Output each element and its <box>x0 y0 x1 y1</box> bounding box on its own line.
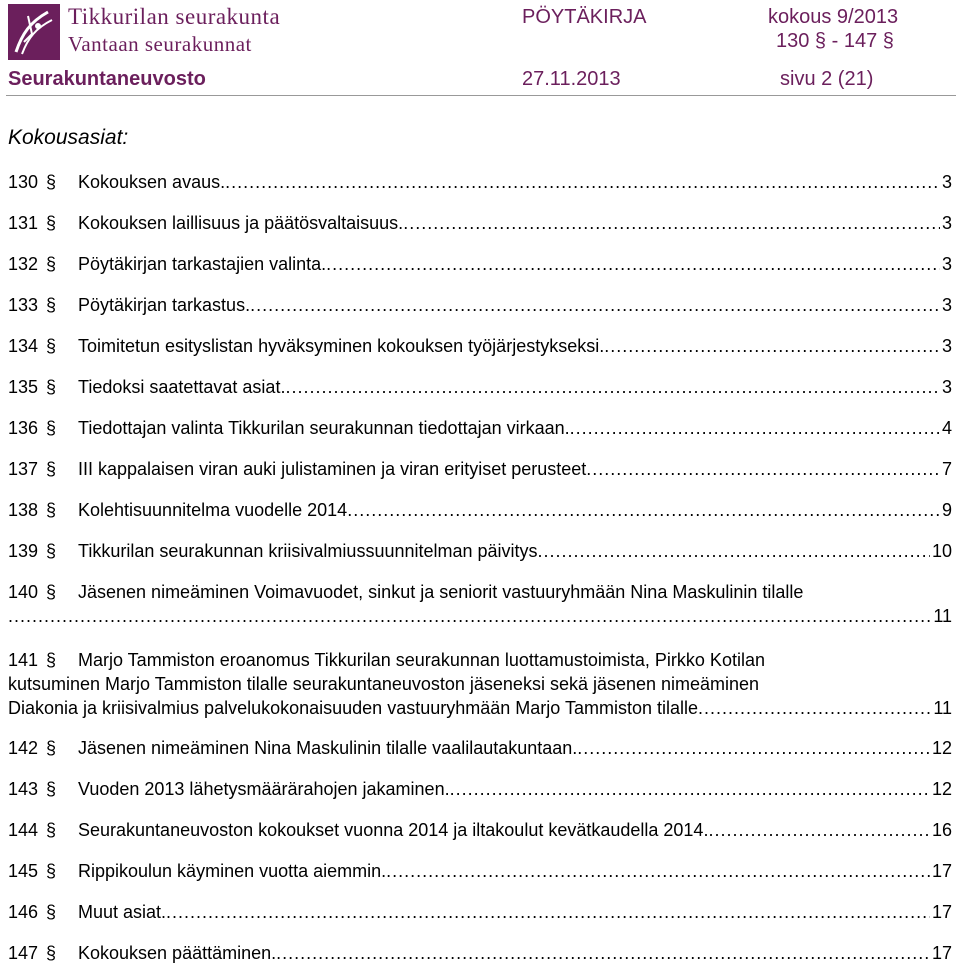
toc-number: 145 <box>8 861 39 881</box>
dot-leader <box>347 498 940 522</box>
dot-leader <box>326 252 940 276</box>
toc-title: Tikkurilan seurakunnan kriisivalmiussuunnitelman päivitys <box>78 541 538 561</box>
section-title: Kokousasiat: <box>8 126 129 149</box>
toc-number: 133 <box>8 295 39 315</box>
section-symbol: § <box>46 861 57 881</box>
section-symbol: § <box>46 459 57 479</box>
toc-entry[interactable] <box>8 416 952 440</box>
toc-title: Tiedoksi saatettavat asiat. <box>78 377 286 397</box>
section-symbol: § <box>46 943 57 963</box>
dot-leader <box>586 457 940 481</box>
toc-title: Kokouksen laillisuus ja päätösvaltaisuus. <box>78 213 404 233</box>
toc-entry[interactable] <box>8 457 952 481</box>
section-symbol: § <box>46 418 57 438</box>
toc-entry[interactable] <box>8 580 952 628</box>
toc-number: 130 <box>8 172 39 192</box>
toc-page-number: 4 <box>941 418 952 438</box>
toc-entry[interactable] <box>8 170 952 194</box>
toc-number: 134 <box>8 336 39 356</box>
toc-title: Jäsenen nimeäminen Voimavuodet, sinkut ja seniorit vastuuryhmään Nina Maskulinin tilalle <box>78 582 804 602</box>
toc-entry[interactable] <box>8 648 952 720</box>
toc-title: Kolehtisuunnitelma vuodelle 2014 <box>78 500 348 520</box>
church-logo-icon <box>8 4 60 60</box>
toc-entry[interactable] <box>8 818 952 842</box>
page-number: sivu 2 (21) <box>780 68 874 90</box>
section-symbol: § <box>46 500 57 520</box>
dot-leader <box>386 859 930 883</box>
toc-entry[interactable] <box>8 900 952 924</box>
toc-title: Toimitetun esityslistan hyväksyminen kokouksen työjärjestykseksi. <box>78 336 605 356</box>
toc-title: III kappalaisen viran auki julistaminen ja viran erityiset perusteet <box>78 459 587 479</box>
dot-leader <box>577 736 930 760</box>
toc-page-number: 12 <box>931 738 952 758</box>
toc-entry[interactable] <box>8 252 952 276</box>
toc-entry[interactable] <box>8 777 952 801</box>
toc-title: Muut asiat. <box>78 902 167 922</box>
toc-page-number: 7 <box>941 459 952 479</box>
section-range: 130 § - 147 § <box>776 30 894 52</box>
toc-number: 138 <box>8 500 39 520</box>
toc-number: 140 <box>8 582 39 602</box>
toc-entry[interactable] <box>8 736 952 760</box>
toc-number: 141 <box>8 650 39 670</box>
toc-entry[interactable] <box>8 334 952 358</box>
toc-number: 143 <box>8 779 39 799</box>
toc-page-number: 3 <box>941 336 952 356</box>
toc-page-number: 3 <box>941 377 952 397</box>
toc-number: 135 <box>8 377 39 397</box>
organization-name-line1: Tikkurilan seurakunta <box>68 4 281 29</box>
dot-leader <box>250 293 940 317</box>
section-symbol: § <box>46 254 57 274</box>
toc-entry[interactable] <box>8 539 952 563</box>
toc-page-number: 11 <box>933 606 952 626</box>
dot-leader <box>570 416 940 440</box>
toc-title: Jäsenen nimeäminen Nina Maskulinin tilalle vaalilautakuntaan. <box>78 738 578 758</box>
toc-number: 132 <box>8 254 39 274</box>
toc-entry[interactable] <box>8 498 952 522</box>
dot-leader <box>450 777 930 801</box>
toc-title-continuation: kutsuminen Marjo Tammiston tilalle seurakuntaneuvoston jäseneksi sekä jäsenen nimeäminen <box>8 674 760 694</box>
toc-title: Kokouksen avaus. <box>78 172 226 192</box>
toc-title: Pöytäkirjan tarkastus. <box>78 295 251 315</box>
dot-leader <box>8 604 931 628</box>
dot-leader <box>285 375 940 399</box>
toc-title: Kokouksen päättäminen. <box>78 943 277 963</box>
toc-page-number: 17 <box>931 943 952 963</box>
organizational-unit: Seurakuntaneuvosto <box>8 68 206 90</box>
toc-number: 136 <box>8 418 39 438</box>
section-symbol: § <box>46 336 57 356</box>
section-symbol: § <box>46 738 57 758</box>
document-type: PÖYTÄKIRJA <box>522 6 647 28</box>
dot-leader <box>166 900 930 924</box>
toc-page-number: 17 <box>931 861 952 881</box>
toc-page-number: 3 <box>941 172 952 192</box>
section-symbol: § <box>46 377 57 397</box>
section-symbol: § <box>46 779 57 799</box>
toc-page-number: 17 <box>931 902 952 922</box>
toc-page-number: 3 <box>941 254 952 274</box>
dot-leader <box>225 170 940 194</box>
toc-number: 137 <box>8 459 39 479</box>
meeting-date: 27.11.2013 <box>522 68 621 90</box>
organization-name-line2: Vantaan seurakunnat <box>68 32 252 56</box>
dot-leader <box>698 696 931 720</box>
section-symbol: § <box>46 541 57 561</box>
dot-leader <box>276 941 930 965</box>
dot-leader <box>403 211 940 235</box>
section-symbol: § <box>46 582 57 602</box>
toc-title: Tiedottajan valinta Tikkurilan seurakunnan tiedottajan virkaan. <box>78 418 570 438</box>
toc-number: 139 <box>8 541 39 561</box>
toc-title: Rippikoulun käyminen vuotta aiemmin. <box>78 861 387 881</box>
section-symbol: § <box>46 213 57 233</box>
toc-page-number: 11 <box>933 698 952 718</box>
page-header <box>0 0 960 100</box>
toc-page-number: 16 <box>931 820 952 840</box>
toc-entry[interactable] <box>8 375 952 399</box>
dot-leader <box>604 334 940 358</box>
toc-page-number: 9 <box>941 500 952 520</box>
section-symbol: § <box>46 650 57 670</box>
section-symbol: § <box>46 172 57 192</box>
toc-page-number: 3 <box>941 213 952 233</box>
dot-leader <box>538 539 930 563</box>
toc-number: 144 <box>8 820 39 840</box>
toc-title: Seurakuntaneuvoston kokoukset vuonna 2014 ja iltakoulut kevätkaudella 2014. <box>78 820 709 840</box>
header-divider <box>6 95 956 96</box>
toc-title-continuation: Diakonia ja kriisivalmius palvelukokonaisuuden vastuuryhmään Marjo Tammiston tilalle <box>8 698 698 718</box>
section-symbol: § <box>46 902 57 922</box>
toc-number: 147 <box>8 943 39 963</box>
toc-page-number: 3 <box>941 295 952 315</box>
toc-entry[interactable] <box>8 211 952 235</box>
toc-entry[interactable] <box>8 859 952 883</box>
toc-title: Marjo Tammiston eroanomus Tikkurilan seurakunnan luottamustoimista, Pirkko Kotilan <box>78 650 765 670</box>
toc-title: Vuoden 2013 lähetysmäärärahojen jakaminen. <box>78 779 450 799</box>
section-symbol: § <box>46 295 57 315</box>
section-symbol: § <box>46 820 57 840</box>
toc-page-number: 12 <box>931 779 952 799</box>
toc-number: 131 <box>8 213 39 233</box>
toc-entry[interactable] <box>8 941 952 965</box>
toc-entry[interactable] <box>8 293 952 317</box>
toc-number: 142 <box>8 738 39 758</box>
dot-leader <box>708 818 930 842</box>
toc-title: Pöytäkirjan tarkastajien valinta. <box>78 254 327 274</box>
meeting-number: kokous 9/2013 <box>768 6 899 28</box>
toc-number: 146 <box>8 902 39 922</box>
toc-page-number: 10 <box>931 541 952 561</box>
